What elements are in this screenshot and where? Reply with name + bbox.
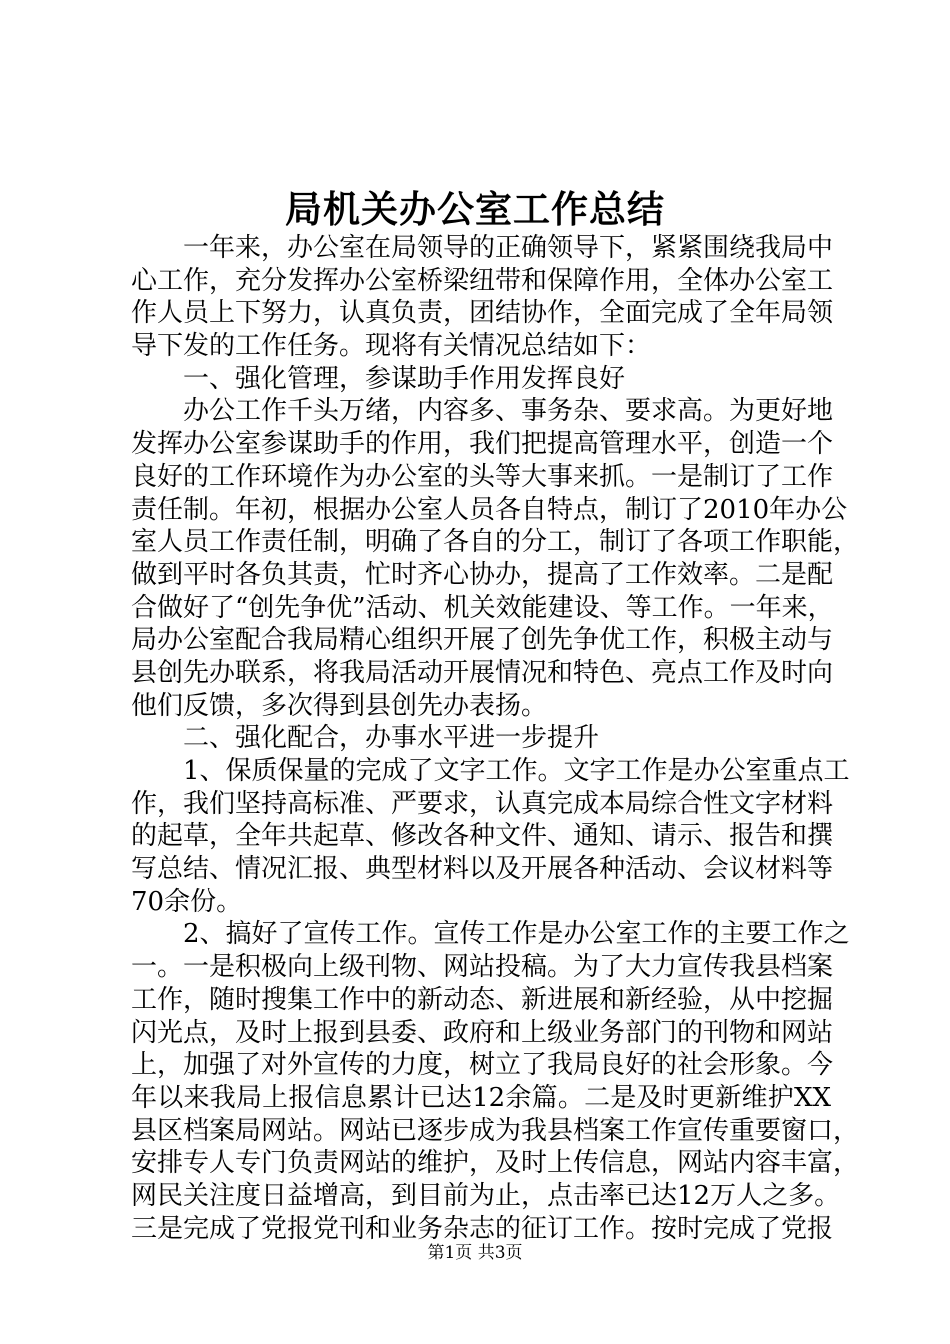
body-line: 70余份。 bbox=[131, 886, 243, 917]
page-number-footer: 第1页 共3页 bbox=[427, 1243, 523, 1263]
body-line: 县创先办联系，将我局活动开展情况和特色、亮点工作及时向 bbox=[131, 657, 834, 688]
body-line: 合做好了“创先争优”活动、机关效能建设、等工作。一年来， bbox=[131, 592, 834, 623]
body-line: 1、保质保量的完成了文字工作。文字工作是办公室重点工 bbox=[131, 756, 850, 786]
body-line: 责任制。年初，根据办公室人员各自特点，制订了2010年办公 bbox=[131, 494, 848, 525]
body-line: 闪光点，及时上报到县委、政府和上级业务部门的刊物和网站 bbox=[131, 1017, 834, 1048]
section-heading: 二、强化配合，办事水平进一步提升 bbox=[131, 723, 600, 754]
body-line: 一年来，办公室在局领导的正确领导下，紧紧围绕我局中 bbox=[131, 233, 834, 263]
body-line: 安排专人专门负责网站的维护，及时上传信息，网站内容丰富， bbox=[131, 1148, 860, 1179]
body-line: 导下发的工作任务。现将有关情况总结如下： bbox=[131, 331, 652, 362]
body-line: 县区档案局网站。网站已逐步成为我县档案工作宣传重要窗口， bbox=[131, 1115, 860, 1146]
body-line: 他们反馈，多次得到县创先办表扬。 bbox=[131, 690, 548, 721]
body-line: 上，加强了对外宣传的力度，树立了我局良好的社会形象。今 bbox=[131, 1050, 834, 1081]
section-heading: 一、强化管理，参谋助手作用发挥良好 bbox=[131, 363, 626, 394]
body-line: 局办公室配合我局精心组织开展了创先争优工作，积极主动与 bbox=[131, 625, 834, 656]
body-line: 年以来我局上报信息累计已达12余篇。二是及时更新维护XX bbox=[131, 1082, 831, 1113]
body-line: 室人员工作责任制，明确了各自的分工，制订了各项工作职能， bbox=[131, 527, 860, 558]
body-line: 写总结、情况汇报、典型材料以及开展各种活动、会议材料等 bbox=[131, 854, 834, 885]
document-title: 局机关办公室工作总结 bbox=[285, 187, 665, 231]
body-line: 发挥办公室参谋助手的作用，我们把提高管理水平，创造一个 bbox=[131, 429, 834, 460]
document-body bbox=[131, 232, 860, 1245]
body-line: 三是完成了党报党刊和业务杂志的征订工作。按时完成了党报 bbox=[131, 1213, 834, 1244]
body-line: 作人员上下努力，认真负责，团结协作，全面完成了全年局领 bbox=[131, 298, 834, 329]
body-line: 作，我们坚持高标准、严要求，认真完成本局综合性文字材料 bbox=[131, 788, 834, 819]
body-line: 网民关注度日益增高，到目前为止，点击率已达12万人之多。 bbox=[131, 1180, 841, 1211]
body-line: 心工作，充分发挥办公室桥梁纽带和保障作用，全体办公室工 bbox=[131, 265, 834, 296]
body-line: 2、搞好了宣传工作。宣传工作是办公室工作的主要工作之 bbox=[131, 919, 850, 950]
body-line: 办公工作千头万绪，内容多、事务杂、要求高。为更好地 bbox=[131, 396, 834, 427]
body-line: 良好的工作环境作为办公室的头等大事来抓。一是制订了工作 bbox=[131, 461, 834, 492]
body-line: 一。一是积极向上级刊物、网站投稿。为了大力宣传我县档案 bbox=[131, 952, 834, 983]
body-line: 工作，随时搜集工作中的新动态、新进展和新经验，从中挖掘 bbox=[131, 984, 834, 1015]
body-line: 做到平时各负其责，忙时齐心协办，提高了工作效率。二是配 bbox=[131, 559, 834, 590]
body-line: 的起草，全年共起草、修改各种文件、通知、请示、报告和撰 bbox=[131, 821, 834, 852]
